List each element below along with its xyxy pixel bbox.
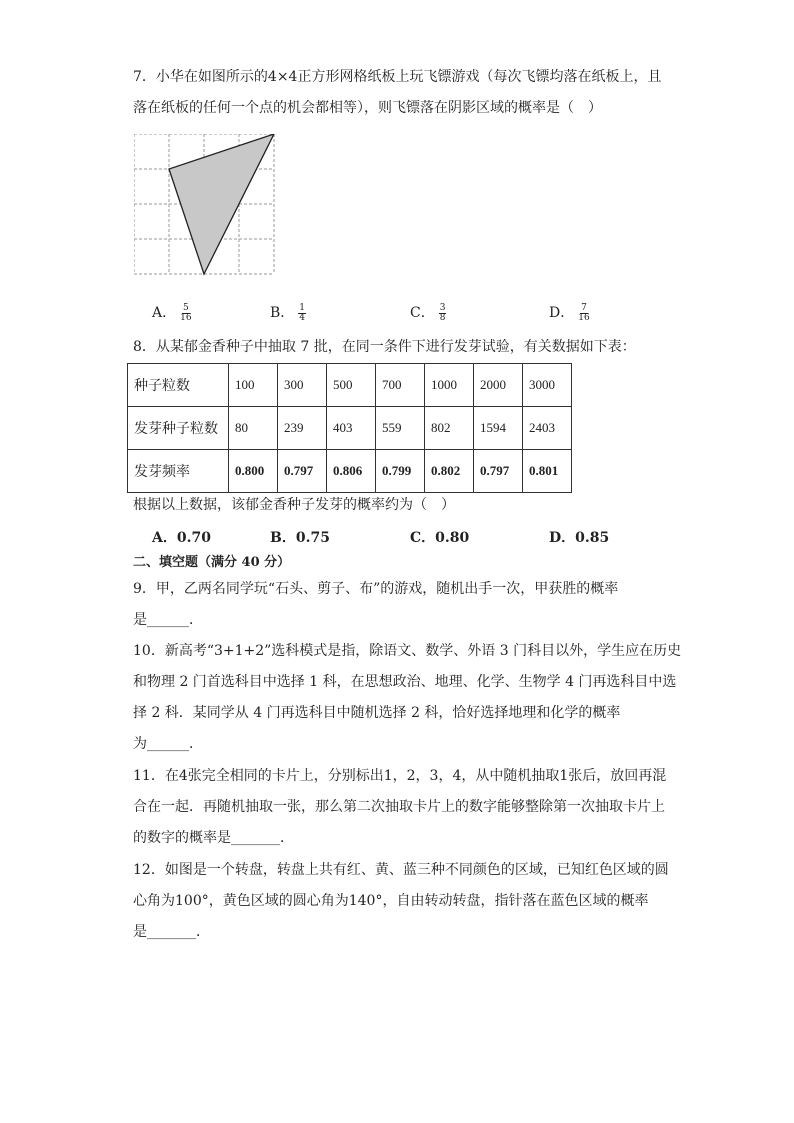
q10-line-3: 择 2 科．某同学从 4 门再选科目中随机选择 2 科，恰好选择地理和化学的概率 — [133, 705, 621, 721]
table-cell: 403 — [327, 407, 376, 450]
germination-table — [127, 363, 572, 493]
q7-option-d[interactable]: D． $\frac{7}{16}$ — [549, 302, 590, 323]
q8-line-1: 8．从某郁金香种子中抽取 7 批，在同一条件下进行发芽试验，有关数据如下表： — [133, 339, 636, 355]
q10-line-1: 10．新高考“3+1+2”选科模式是指，除语文、数学、外语 3 门科目以外，学生应在历史 — [133, 643, 682, 659]
table-cell: 239 — [278, 407, 327, 450]
q11-line-3: 的数字的概率是_______． — [133, 830, 294, 846]
table-cell: 0.797 — [278, 450, 327, 493]
table-cell: 300 — [278, 364, 327, 407]
row-header: 发芽频率 — [128, 450, 229, 493]
q9-line-2: 是______． — [133, 612, 203, 628]
table-cell: 0.797 — [474, 450, 523, 493]
table-cell: 802 — [425, 407, 474, 450]
table-cell: 100 — [229, 364, 278, 407]
q7-option-c[interactable]: C． $\frac{3}{8}$ — [410, 302, 446, 323]
q12-line-3: 是_______． — [133, 924, 210, 940]
q7-option-b[interactable]: B． $\frac{1}{4}$ — [270, 302, 306, 323]
table-cell: 0.801 — [523, 450, 572, 493]
table-cell: 1000 — [425, 364, 474, 407]
q7-option-a[interactable]: A． $\frac{5}{16}$ — [152, 302, 192, 323]
table-cell: 500 — [327, 364, 376, 407]
q12-line-1: 12．如图是一个转盘，转盘上共有红、黄、蓝三种不同颜色的区域，已知红色区域的圆 — [133, 862, 669, 878]
q8-option-a[interactable]: A．0.70 — [152, 530, 211, 546]
table-cell: 80 — [229, 407, 278, 450]
q7-grid-figure — [134, 134, 276, 276]
shaded-triangle — [169, 134, 274, 274]
q7-line-2: 落在纸板的任何一个点的机会都相等），则飞镖落在阴影区域的概率是（ ） — [133, 100, 602, 116]
table-cell: 559 — [376, 407, 425, 450]
q11-line-1: 11．在4张完全相同的卡片上，分别标出1，2，3，4，从中随机抽取1张后，放回再混 — [133, 768, 667, 784]
table-row — [128, 407, 572, 450]
q8-option-b[interactable]: B．0.75 — [270, 530, 330, 546]
table-cell: 2000 — [474, 364, 523, 407]
table-cell: 2403 — [523, 407, 572, 450]
q10-line-4: 为______． — [133, 736, 203, 752]
table-cell: 0.802 — [425, 450, 474, 493]
q10-line-2: 和物理 2 门首选科目中选择 1 科，在思想政治、地理、化学、生物学 4 门再选科目中选 — [133, 674, 677, 690]
row-header: 发芽种子粒数 — [128, 407, 229, 450]
table-cell: 3000 — [523, 364, 572, 407]
table-row — [128, 450, 572, 493]
table-cell: 0.799 — [376, 450, 425, 493]
q11-line-2: 合在一起．再随机抽取一张，那么第二次抽取卡片上的数字能够整除第一次抽取卡片上 — [133, 799, 665, 815]
q7-line-1: 7．小华在如图所示的4×4正方形网格纸板上玩飞镖游戏（每次飞镖均落在纸板上，且 — [133, 69, 662, 85]
section-heading: 二、填空题（满分 40 分） — [133, 555, 291, 570]
q9-line-1: 9．甲，乙两名同学玩“石头、剪子、布”的游戏，随机出手一次，甲获胜的概率 — [133, 581, 619, 597]
q8-line-2: 根据以上数据，该郁金香种子发芽的概率约为（ ） — [133, 497, 455, 513]
table-cell: 0.806 — [327, 450, 376, 493]
q8-option-d[interactable]: D．0.85 — [549, 530, 610, 546]
q8-option-c[interactable]: C．0.80 — [410, 530, 470, 546]
table-row — [128, 364, 572, 407]
q12-line-2: 心角为100°，黄色区域的圆心角为140°，自由转动转盘，指针落在蓝色区域的概率 — [133, 893, 649, 909]
table-cell: 1594 — [474, 407, 523, 450]
table-cell: 700 — [376, 364, 425, 407]
row-header: 种子粒数 — [128, 364, 229, 407]
table-cell: 0.800 — [229, 450, 278, 493]
